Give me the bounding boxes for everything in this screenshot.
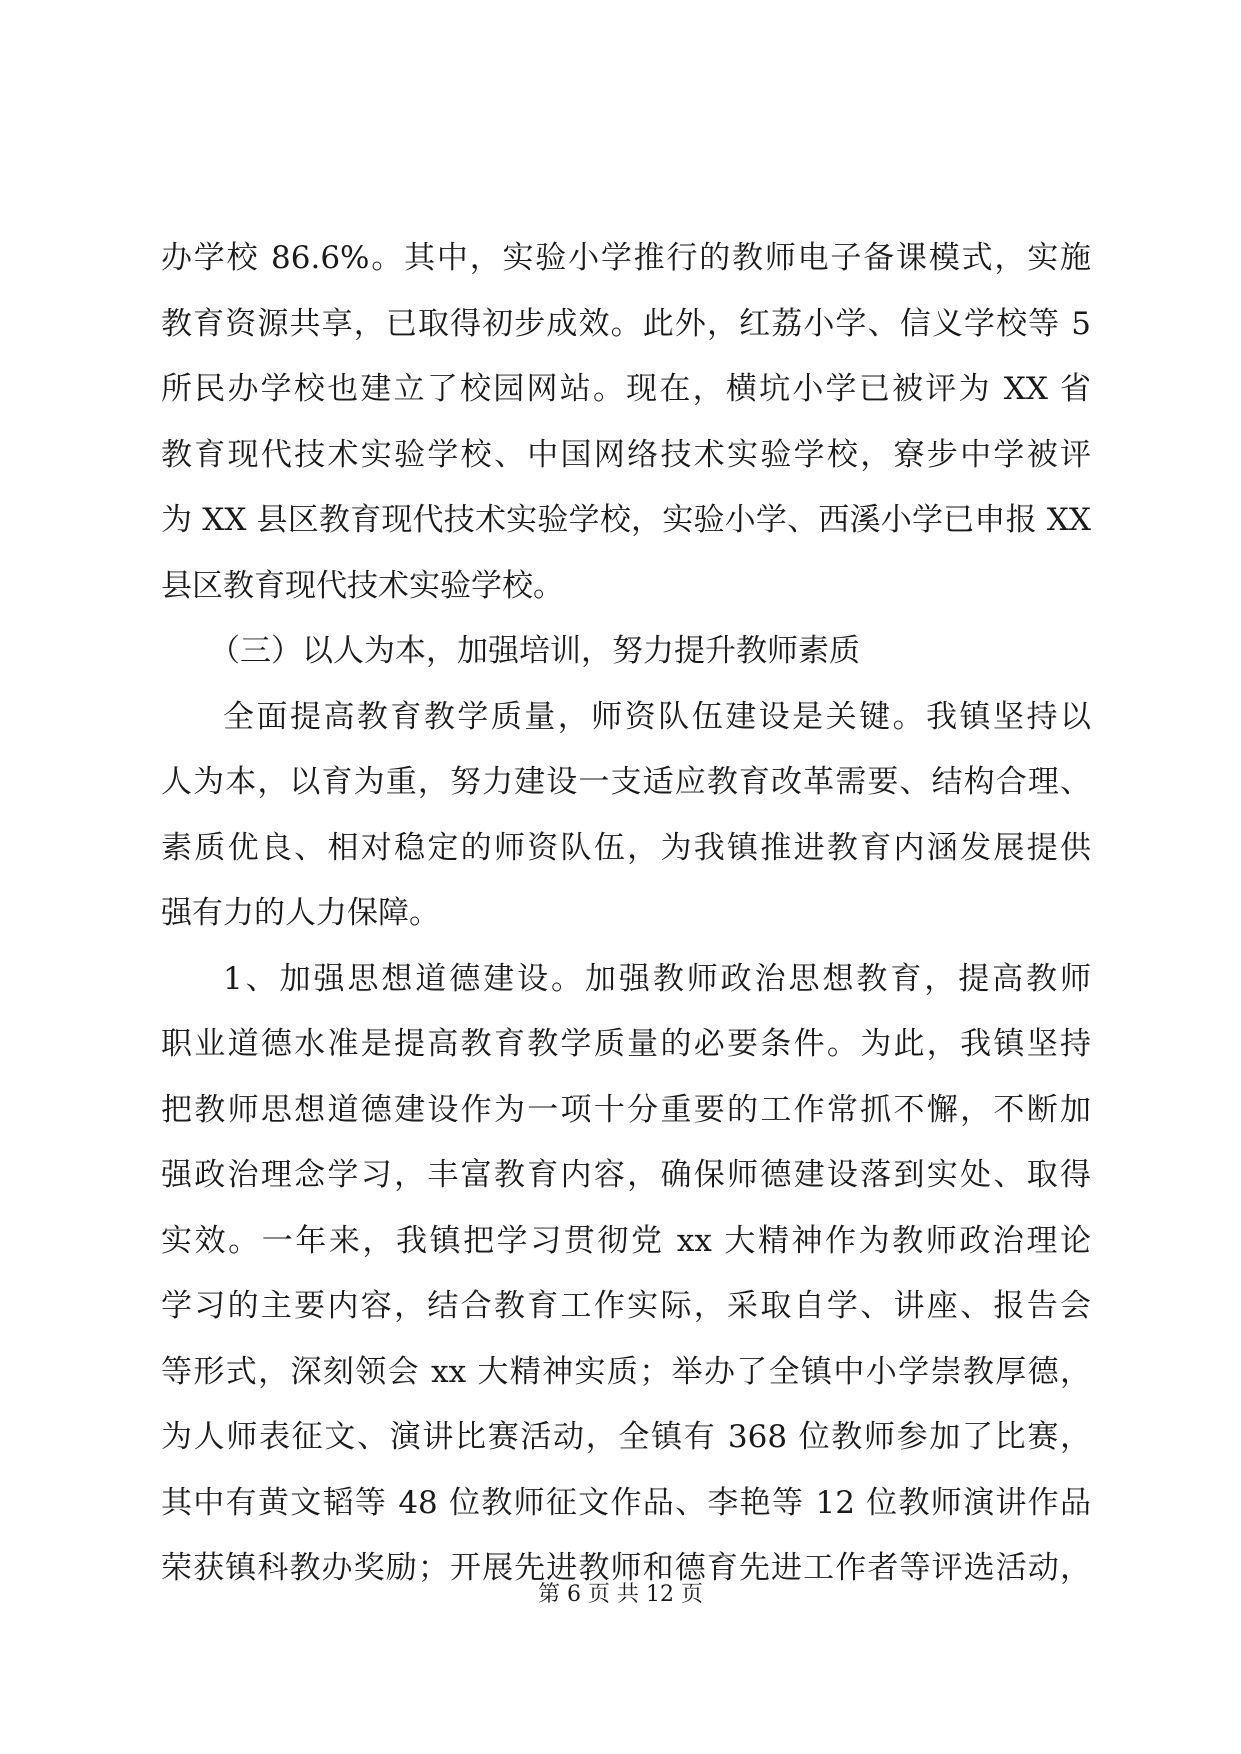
text-line: 学习的主要内容，结合教育工作实际，采取自学、讲座、报告会: [161, 1288, 1091, 1324]
text-line: 强有力的人力保障。: [161, 895, 440, 931]
text-line: 办学校 86.6%。其中，实验小学推行的教师电子备课模式，实施: [161, 240, 1091, 276]
text-line: （三）以人为本，加强培训，努力提升教师素质: [209, 633, 860, 669]
text-line: 素质优良、相对稳定的师资队伍，为我镇推进教育内涵发展提供: [161, 829, 1091, 866]
text-line: 为 XX 县区教育现代技术实验学校，实验小学、西溪小学已申报 XX: [161, 502, 1091, 538]
document-body: [161, 226, 1091, 1602]
text-line: 全面提高教育教学质量，师资队伍建设是关键。我镇坚持以: [223, 698, 1091, 735]
text-line: 强政治理念学习，丰富教育内容，确保师德建设落到实处、取得: [161, 1157, 1091, 1193]
text-line: 教育资源共享，已取得初步成效。此外，红荔小学、信义学校等 5: [161, 305, 1091, 342]
text-line: 为人师表征文、演讲比赛活动，全镇有 368 位教师参加了比赛，: [161, 1419, 1091, 1455]
text-line: 等形式，深刻领会 xx 大精神实质；举办了全镇中小学崇教厚德，: [161, 1353, 1091, 1390]
text-line: 其中有黄文韬等 48 位教师征文作品、李艳等 12 位教师演讲作品: [161, 1484, 1091, 1521]
text-line: 把教师思想道德建设作为一项十分重要的工作常抓不懈，不断加: [161, 1091, 1091, 1128]
text-line: 教育现代技术实验学校、中国网络技术实验学校，寮步中学被评: [161, 436, 1091, 473]
text-line: 实效。一年来，我镇把学习贯彻党 xx 大精神作为教师政治理论: [161, 1222, 1091, 1259]
text-line: 所民办学校也建立了校园网站。现在，横坑小学已被评为 XX 省: [161, 371, 1091, 407]
text-line: 职业道德水准是提高教育教学质量的必要条件。为此，我镇坚持: [161, 1026, 1091, 1062]
text-line: 荣获镇科教办奖励；开展先进教师和德育先进工作者等评选活动，: [161, 1550, 1091, 1586]
text-line: 人为本，以育为重，努力建设一支适应教育改革需要、结构合理、: [161, 764, 1091, 800]
page-footer: 第 6 页 共 12 页: [538, 1582, 703, 1607]
text-line: 1、加强思想道德建设。加强教师政治思想教育，提高教师: [223, 960, 1091, 997]
text-line: 县区教育现代技术实验学校。: [161, 567, 564, 604]
